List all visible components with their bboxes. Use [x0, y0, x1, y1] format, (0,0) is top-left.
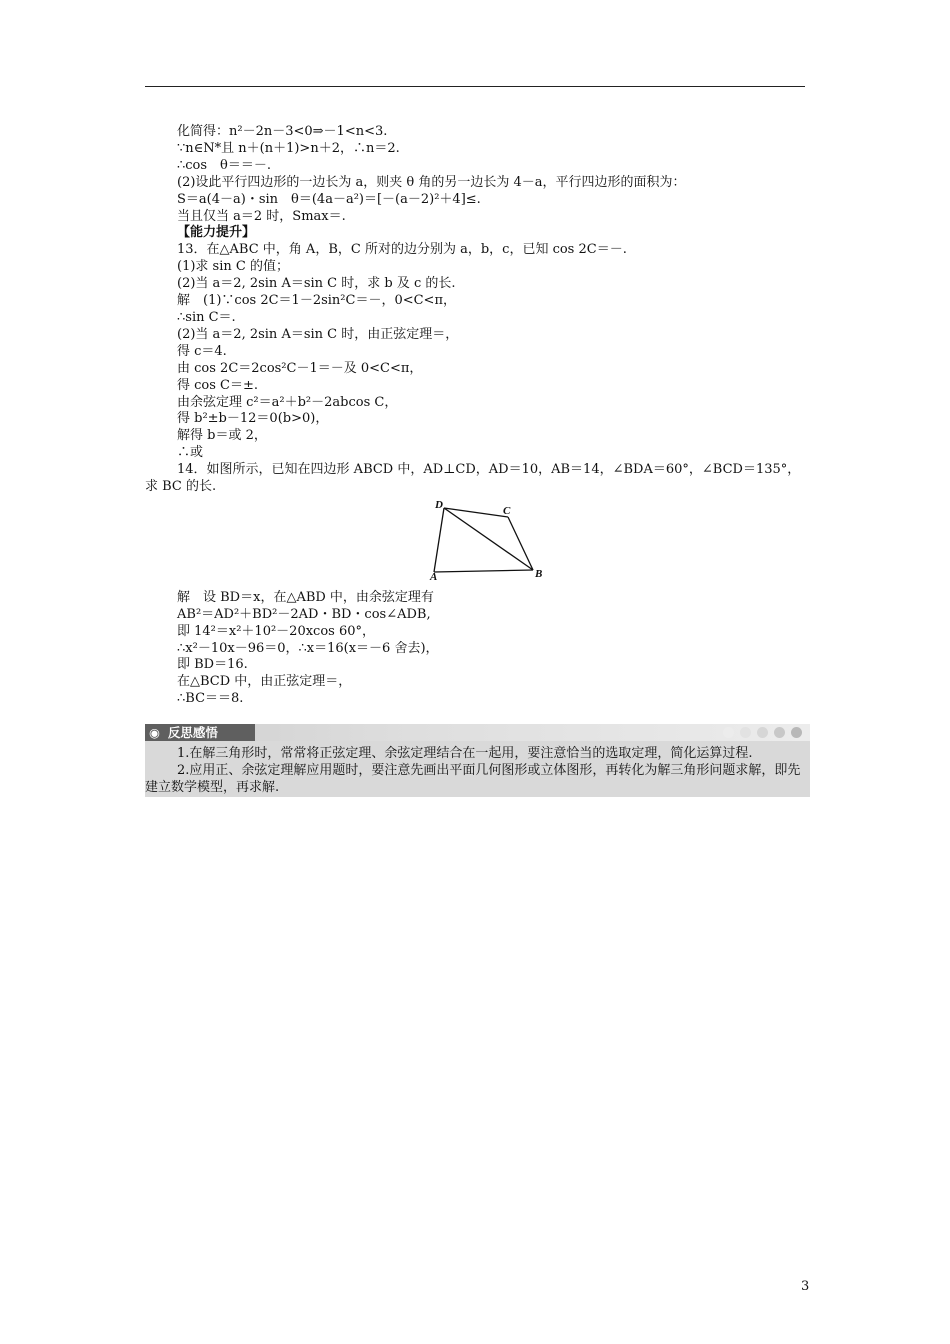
reflection-box [145, 741, 810, 797]
text-line: 得 cos C＝±. [177, 377, 259, 393]
dot-icon [740, 727, 751, 738]
edge-AB [434, 570, 533, 572]
text-line: 解 (1)∵cos 2C＝1－2sin²C＝－，0<C<π， [177, 293, 456, 309]
text-line: ∵n∈N*且 n＋(n＋1)>n＋2，∴n＝2. [177, 140, 400, 156]
text-line: ∴cos θ＝＝－. [177, 157, 272, 173]
dot-icon [774, 727, 785, 738]
text-line: 化简得：n²－2n－3<0⇒－1<n<3. [177, 124, 388, 139]
quadrilateral-figure [430, 498, 552, 583]
solution-line: 即 14²＝x²＋10²－20xcos 60°， [177, 623, 376, 639]
text-line: (2)当 a＝2, 2sin A＝sin C 时，求 b 及 c 的长. [177, 276, 456, 292]
edge-AD [434, 508, 444, 572]
problem-13-statement: 13．在△ABC 中，角 A，B，C 所对的边分别为 a，b，c，已知 cos 2C＝－. [177, 242, 627, 258]
decorative-dots [723, 727, 802, 738]
diagonal-BD [444, 508, 533, 570]
label-A: A [430, 570, 438, 583]
solution-line: 解 设 BD＝x，在△ABD 中，由余弦定理有 [177, 589, 434, 605]
edge-DC [444, 508, 508, 517]
page-number: 3 [801, 1279, 810, 1294]
label-D: D [435, 498, 443, 511]
reflection-header [145, 724, 810, 741]
text-line: 解得 b＝或 2， [177, 428, 267, 444]
text-line: 当且仅当 a＝2 时，Smax＝. [177, 208, 346, 224]
text-line: (1)求 sin C 的值； [177, 259, 289, 275]
text-line: ∴或 [177, 445, 204, 461]
problem-14-statement: 14．如图所示，已知在四边形 ABCD 中，AD⊥CD，AD＝10，AB＝14，∠BDA＝60°，∠BCD＝135°，求 BC 的长. [145, 462, 801, 495]
target-icon: ◉ [149, 725, 160, 741]
solution-line: ∴x²－10x－96＝0，∴x＝16(x＝－6 舍去)， [177, 640, 439, 656]
reflection-title: 反思感悟 [167, 725, 218, 741]
solution-line: ∴BC＝＝8. [177, 691, 244, 707]
text-line: ∴sin C＝. [177, 309, 236, 325]
text-line: 由余弦定理 c²＝a²＋b²－2abcos C， [177, 394, 398, 410]
text-line: 得 b²±b－12＝0(b>0)， [177, 411, 329, 427]
dot-icon [757, 727, 768, 738]
label-C: C [503, 504, 511, 517]
solution-line: 在△BCD 中，由正弦定理＝， [177, 674, 352, 690]
text-line: 由 cos 2C＝2cos²C－1＝－及 0<C<π， [177, 360, 423, 376]
text-line: 得 c＝4. [177, 343, 227, 359]
solution-line: AB²＝AD²＋BD²－2AD・BD・cos∠ADB, [177, 606, 431, 622]
text-line: (2)设此平行四边形的一边长为 a，则夹 θ 角的另一边长为 4－a，平行四边形的面积为： [177, 174, 686, 190]
reflection-paragraph: 2.应用正、余弦定理解应用题时，要注意先画出平面几何图形或立体图形，再转化为解三角形问题求解，即先建立数学模型，再求解. [145, 763, 801, 796]
dot-icon [723, 727, 734, 738]
dot-icon [791, 727, 802, 738]
solution-line: 即 BD＝16. [177, 657, 248, 673]
label-B: B [535, 567, 543, 580]
page-content [145, 124, 810, 797]
section-heading: 【能力提升】 [177, 225, 256, 241]
reflection-paragraph: 1.在解三角形时，常常将正弦定理、余弦定理结合在一起用，要注意恰当的选取定理，简化运算过程. [177, 746, 753, 762]
header-rule [145, 86, 805, 87]
text-line: S＝a(4－a)・sin θ＝(4a－a²)＝[－(a－2)²＋4]≤. [177, 191, 481, 207]
text-line: (2)当 a＝2, 2sin A＝sin C 时，由正弦定理＝， [177, 326, 459, 342]
